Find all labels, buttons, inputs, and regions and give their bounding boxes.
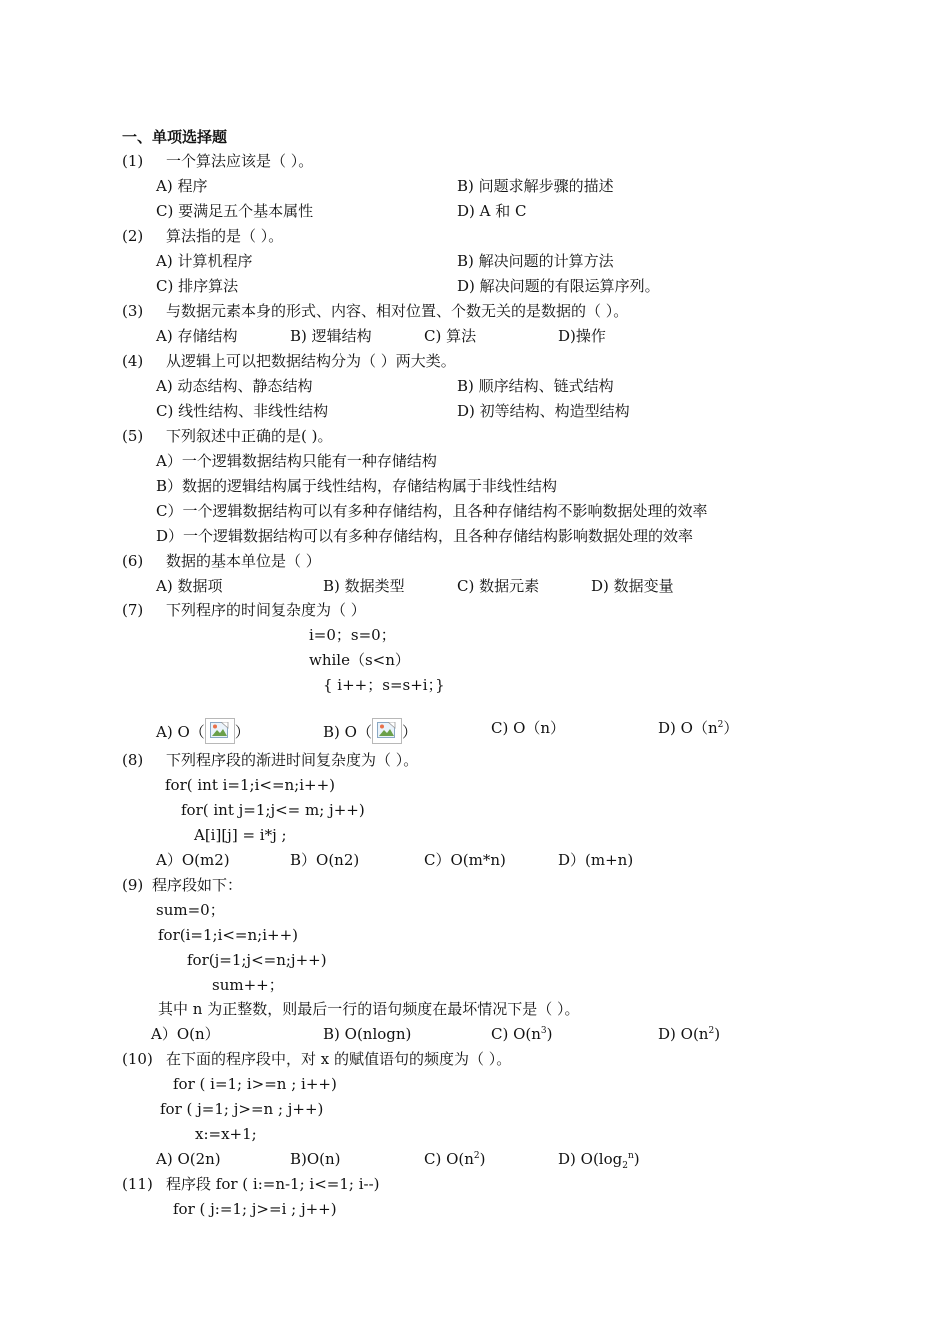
question-text: 在下面的程序段中，对 x 的赋值语句的频度为（ ）。 [166, 1050, 512, 1068]
option-b: B) 顺序结构、链式结构 [457, 377, 614, 395]
question-number: (3) [122, 302, 144, 320]
broken-image-icon [372, 718, 402, 744]
code-line: sum++； [212, 976, 284, 994]
section-title: 一、单项选择题 [122, 128, 228, 146]
option-d-suffix: ) [714, 1025, 721, 1043]
option-a: A）O(m2) [156, 851, 230, 869]
option-c: C) 排序算法 [156, 277, 239, 295]
option-b: B) 逻辑结构 [290, 327, 372, 345]
option-c: C）O(m*n) [424, 851, 506, 869]
code-line: { i++；s=s+i；} [323, 676, 445, 694]
option-d [558, 1149, 640, 1169]
code-line: i=0；s=0； [309, 626, 396, 644]
question-text: 与数据元素本身的形式、内容、相对位置、个数无关的是数据的（ ）。 [166, 302, 629, 320]
option-a: A) 存储结构 [156, 327, 238, 345]
question-number: (8) [122, 751, 144, 769]
option-d-prefix: D) O(log [558, 1150, 623, 1168]
question-number: (11) [122, 1175, 153, 1193]
option-d-prefix: D) O(n [658, 1025, 709, 1043]
question-text: 下列程序段的渐进时间复杂度为（ ）。 [166, 751, 419, 769]
option-a: A) 计算机程序 [156, 252, 253, 270]
superscript: 2 [717, 720, 724, 730]
code-line: while（s<n） [309, 651, 410, 669]
option-b-prefix: B) O（ [323, 723, 372, 741]
option-c: C) 算法 [424, 327, 477, 345]
option-a-suffix: ） [234, 723, 250, 741]
code-line: x:=x+1; [195, 1125, 257, 1143]
question-text: 从逻辑上可以把数据结构分为（ ）两大类。 [166, 352, 456, 370]
question-number: (7) [122, 601, 144, 619]
option-b: B) O(nlogn) [323, 1025, 412, 1043]
option-c [424, 1149, 486, 1169]
option-c-suffix: ) [479, 1150, 486, 1168]
code-line: for(j=1;j<=n;j++) [187, 951, 327, 969]
option-d-suffix: ） [723, 719, 739, 737]
option-a: A）O(n） [151, 1025, 220, 1043]
option-d: D) A 和 C [457, 202, 527, 220]
subscript: 2 [622, 1161, 628, 1171]
superscript: 2 [708, 1026, 715, 1036]
option-b-suffix: ） [401, 723, 417, 741]
option-d [658, 1024, 720, 1044]
question-number: (1) [122, 152, 144, 170]
code-line: for(i=1;i<=n;i++) [158, 926, 299, 944]
option-d: D)操作 [558, 327, 606, 345]
option-d: D) 数据变量 [591, 577, 674, 595]
code-line: for( int i=1;i<=n;i++) [165, 776, 336, 794]
option-b: B)O(n) [290, 1150, 341, 1168]
option-a: A) 数据项 [156, 577, 223, 595]
option-c-suffix: ) [546, 1025, 553, 1043]
option-a [156, 718, 250, 741]
option-c: C) 数据元素 [457, 577, 540, 595]
question-text: 其中 n 为正整数，则最后一行的语句频度在最坏情况下是（ ）。 [158, 1000, 580, 1018]
question-text: 程序段 for ( i:=n-1; i<=1; i--) [166, 1175, 380, 1193]
question-number: (4) [122, 352, 144, 370]
question-number: (2) [122, 227, 144, 245]
question-text: 一个算法应该是（ ）。 [166, 152, 314, 170]
option-c: C) O（n） [491, 719, 566, 737]
option-a: A) 程序 [156, 177, 208, 195]
question-number: (9) [122, 876, 144, 894]
question-text: 程序段如下： [152, 876, 243, 894]
option-b: B) 数据类型 [323, 577, 405, 595]
code-line: for ( j=1; j>=n ; j++) [160, 1100, 324, 1118]
code-line: for ( i=1; i>=n ; i++) [173, 1075, 337, 1093]
code-line: A[i][j] = i*j ; [194, 826, 287, 844]
option-c: C）一个逻辑数据结构可以有多种存储结构，且各种存储结构不影响数据处理的效率 [156, 502, 708, 520]
option-c: C) 线性结构、非线性结构 [156, 402, 329, 420]
option-a: A）一个逻辑数据结构只能有一种存储结构 [156, 452, 437, 470]
option-d: D) 解决问题的有限运算序列。 [457, 277, 660, 295]
option-c: C) 要满足五个基本属性 [156, 202, 314, 220]
option-a-prefix: A) O（ [156, 723, 205, 741]
code-line: for ( j:=1; j>=i ; j++) [173, 1200, 337, 1218]
superscript: 2 [473, 1151, 480, 1161]
option-b: B) 解决问题的计算方法 [457, 252, 614, 270]
superscript: n [627, 1151, 634, 1161]
option-b: B) 问题求解步骤的描述 [457, 177, 614, 195]
broken-image-icon [205, 718, 235, 744]
option-a: A) 动态结构、静态结构 [156, 377, 313, 395]
question-number: (10) [122, 1050, 153, 1068]
option-c-prefix: C) O(n [424, 1150, 474, 1168]
option-d: D）(m+n) [558, 851, 634, 869]
question-number: (6) [122, 552, 144, 570]
option-d [658, 718, 738, 738]
option-d-prefix: D) O（n [658, 719, 718, 737]
code-line: sum=0； [156, 901, 225, 919]
question-number: (5) [122, 427, 144, 445]
option-b: B）数据的逻辑结构属于线性结构，存储结构属于非线性结构 [156, 477, 558, 495]
option-b: B）O(n2) [290, 851, 360, 869]
option-c [491, 1024, 553, 1044]
question-text: 下列程序的时间复杂度为（ ） [166, 601, 366, 619]
code-line: for( int j=1;j<= m; j++) [181, 801, 365, 819]
superscript: 3 [540, 1026, 547, 1036]
option-d-suffix: ) [633, 1150, 640, 1168]
option-d: D) 初等结构、构造型结构 [457, 402, 630, 420]
question-text: 算法指的是（ ）。 [166, 227, 284, 245]
option-c-prefix: C) O(n [491, 1025, 541, 1043]
question-text: 下列叙述中正确的是( )。 [166, 427, 333, 445]
question-text: 数据的基本单位是（ ） [166, 552, 321, 570]
option-b [323, 718, 417, 741]
option-d: D）一个逻辑数据结构可以有多种存储结构，且各种存储结构影响数据处理的效率 [156, 527, 694, 545]
option-a: A) O(2n) [156, 1150, 221, 1168]
